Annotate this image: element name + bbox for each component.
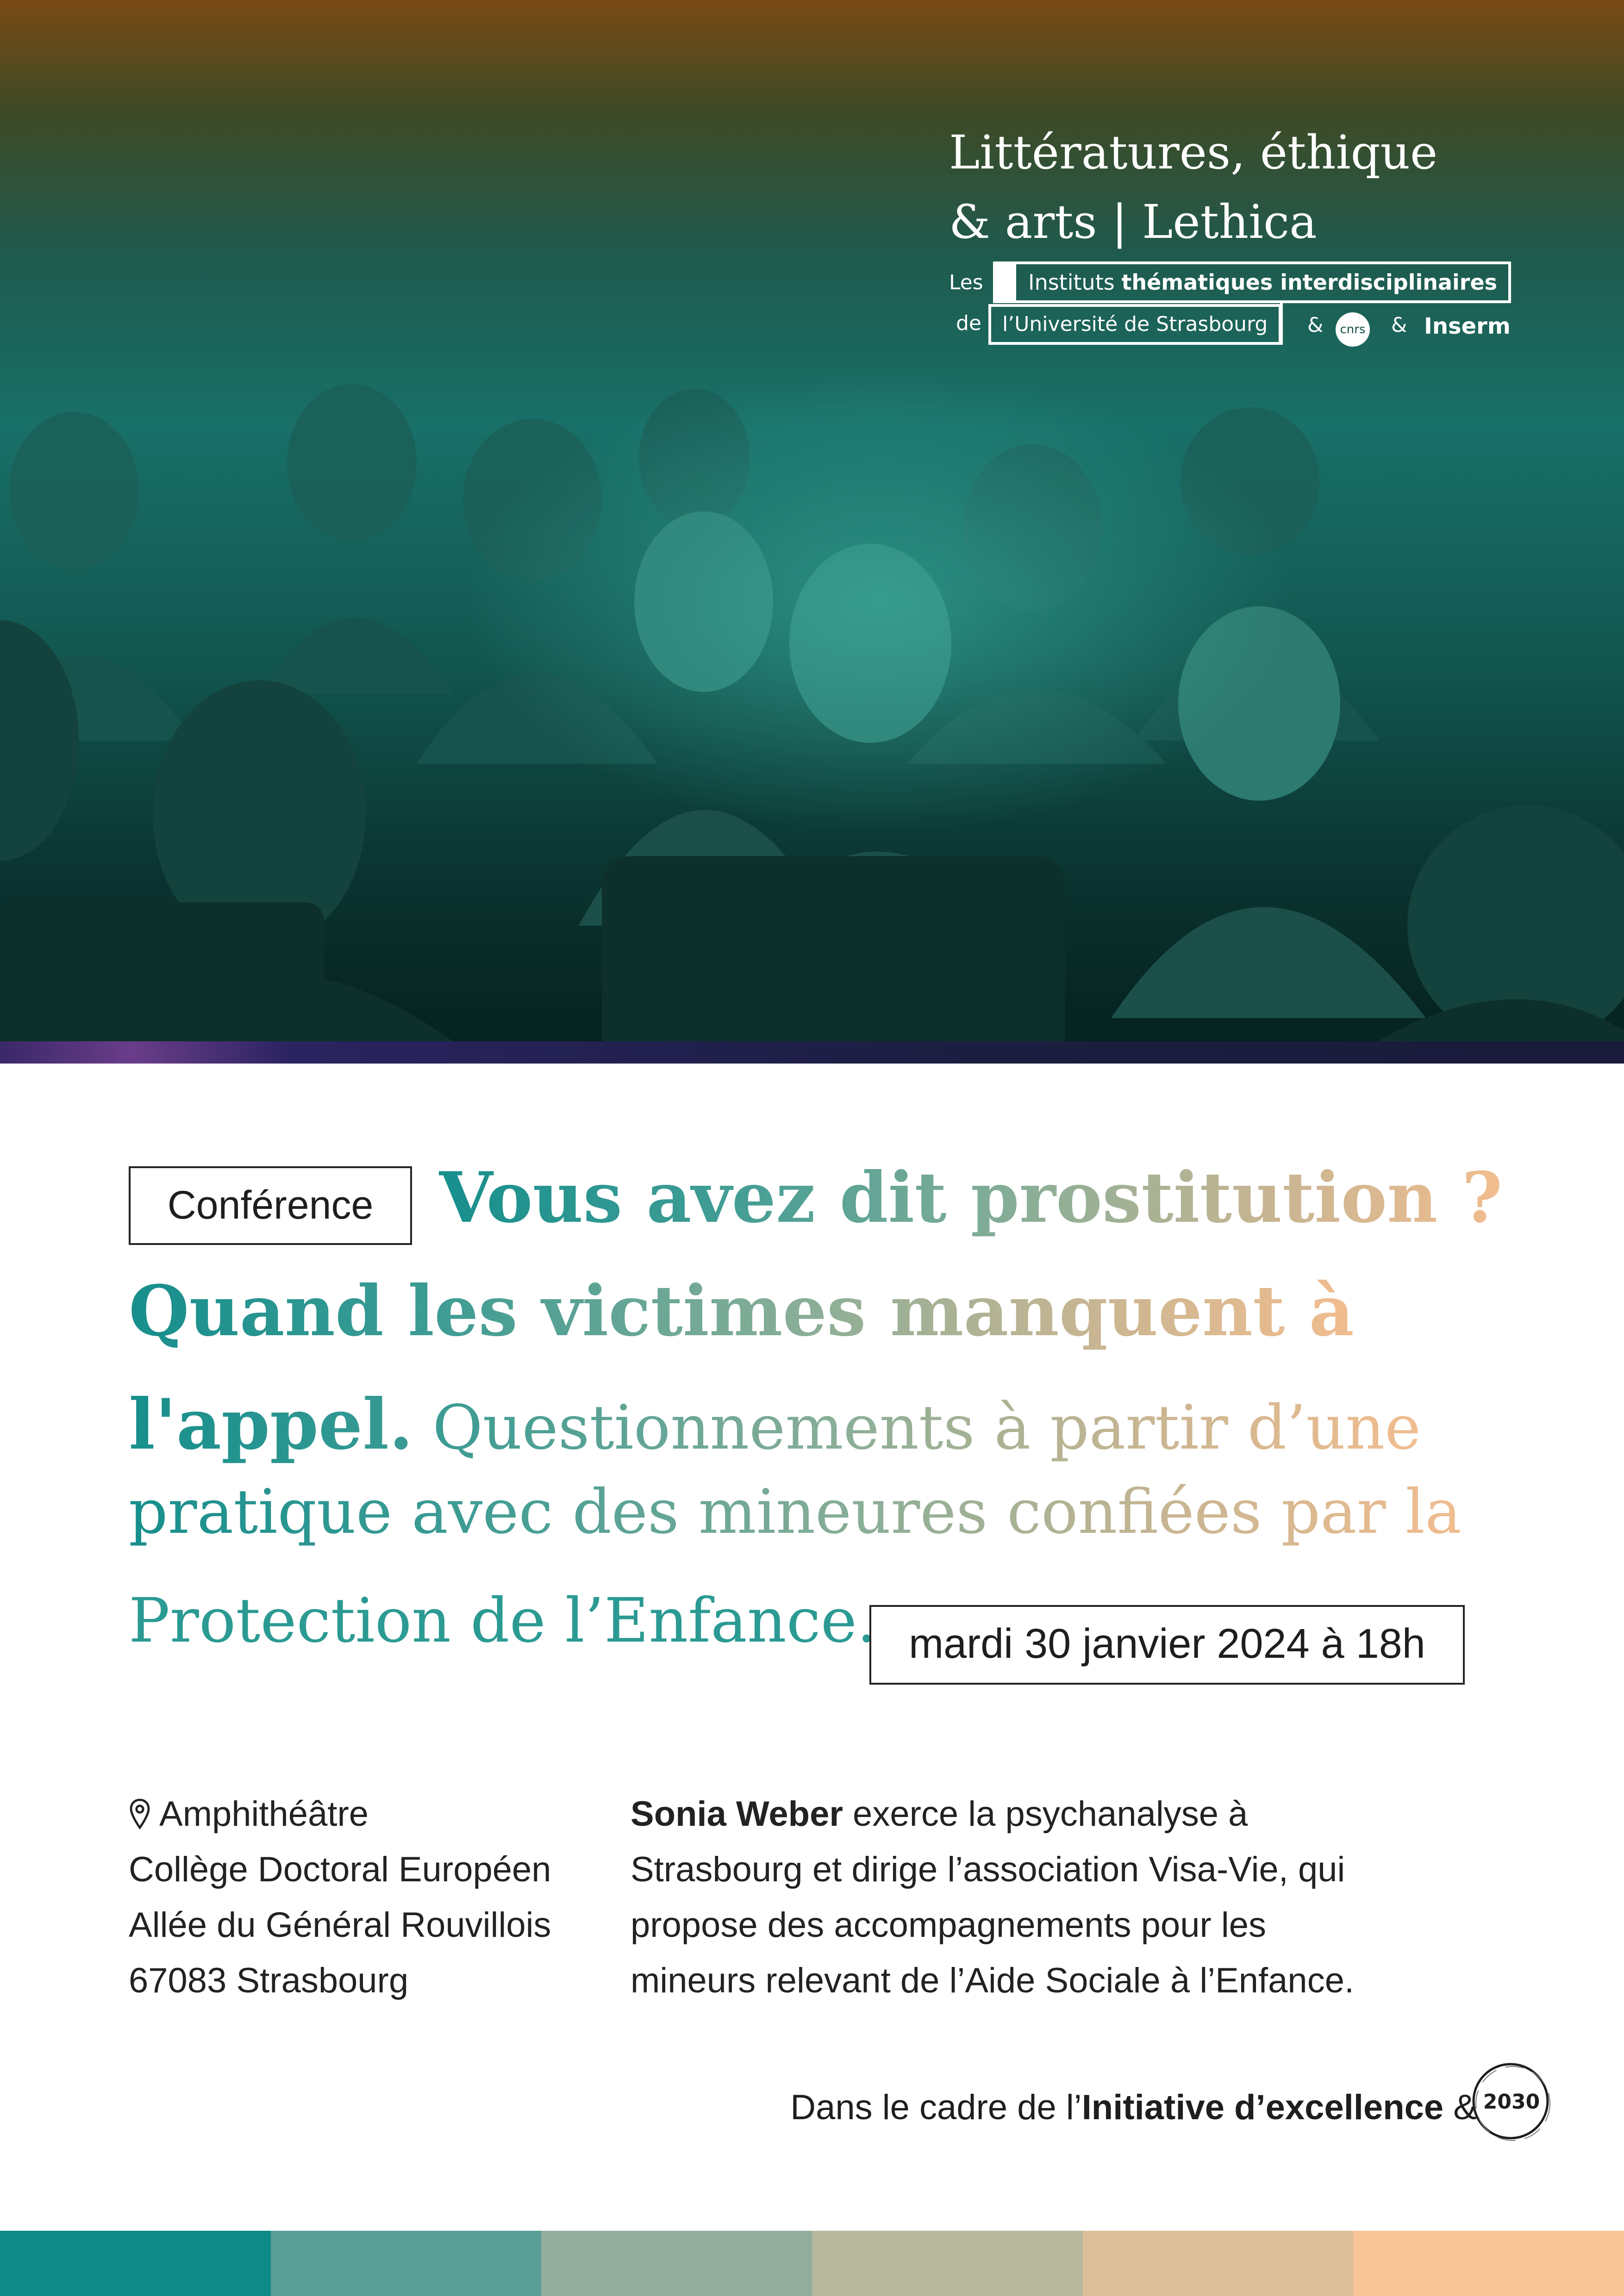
initiative-suffix: & <box>1443 2088 1477 2127</box>
location-line-4: 67083 Strasbourg <box>129 1961 409 2000</box>
itis-box-bar <box>993 261 1016 303</box>
title-line-5: Protection de l’Enfance. <box>129 1585 876 1656</box>
title-line-1: Vous avez dit prostitution ? <box>439 1157 1503 1238</box>
initiative-prefix: Dans le cadre de l’ <box>790 2088 1082 2127</box>
bio-line-3: propose des accompagnements pour les <box>631 1905 1267 1945</box>
palette-swatch-6 <box>1353 2231 1624 2296</box>
itis-les: Les <box>949 271 983 294</box>
cnrs-logo: cnrs <box>1336 312 1370 347</box>
speaker-name: Sonia Weber <box>631 1794 843 1834</box>
location-line-1 <box>129 1786 661 1842</box>
itis-instituts-box <box>993 261 1511 303</box>
bio-line-1-rest: exerce la psychanalyse à <box>843 1794 1248 1834</box>
itis-instituts: Instituts <box>1028 270 1122 295</box>
itis-thematiques: thématiques interdisciplinaires <box>1121 270 1498 295</box>
palette-swatch-4 <box>812 2231 1083 2296</box>
logo-2030-text: 2030 <box>1483 2090 1540 2114</box>
hero-bottom-strip <box>0 1041 1624 1064</box>
bio-line-1 <box>631 1786 1464 1842</box>
itis-universite: l’Université de Strasbourg <box>1002 312 1268 336</box>
palette-swatch-5 <box>1083 2231 1354 2296</box>
inserm-logo: Inserm <box>1424 313 1511 339</box>
palette-swatch-1 <box>0 2231 271 2296</box>
location-venue: Amphithéâtre <box>159 1794 369 1834</box>
location-pin-icon <box>129 1798 151 1831</box>
lethica-title-line2: & arts | Lethica <box>949 195 1317 249</box>
lethica-logo-title <box>949 118 1551 257</box>
event-date-badge: mardi 30 janvier 2024 à 18h <box>869 1605 1465 1685</box>
lethica-title-line1: Littératures, éthique <box>949 125 1438 180</box>
title-line-4: pratique avec des mineures confiées par la <box>129 1476 1462 1548</box>
event-type-badge: Conférence <box>129 1166 412 1245</box>
title-line-3-bold: l'appel. <box>129 1384 413 1465</box>
itis-universite-box <box>988 304 1281 345</box>
event-location <box>129 1786 661 2009</box>
initiative-footer <box>741 2060 1574 2152</box>
itis-de: de <box>956 311 981 335</box>
palette-swatch-2 <box>271 2231 542 2296</box>
title-line-2: Quand les victimes manquent à <box>129 1270 1354 1352</box>
amp-inserm: & <box>1391 313 1407 337</box>
bio-line-2: Strasbourg et dirige l’association Visa-Vie, qui <box>631 1850 1345 1889</box>
itis-connector <box>1280 300 1283 345</box>
speaker-bio <box>631 1786 1464 2009</box>
initiative-bold: Initiative d’excellence <box>1081 2088 1444 2127</box>
title-line-3 <box>129 1384 1421 1465</box>
location-line-2: Collège Doctoral Européen <box>129 1850 551 1889</box>
bio-line-4: mineurs relevant de l’Aide Sociale à l’Enfance. <box>631 1961 1355 2000</box>
palette-swatch-3 <box>541 2231 812 2296</box>
location-line-3: Allée du Général Rouvillois <box>129 1905 551 1945</box>
title-line-3-rest: Questionnements à partir d’une <box>413 1392 1421 1463</box>
hero-image <box>0 0 1624 1064</box>
amp-cnrs: & <box>1307 313 1324 337</box>
itis-partner-logos <box>949 261 1597 354</box>
initiative-text <box>790 2087 1477 2128</box>
logo-2030 <box>1470 2060 1553 2143</box>
color-palette-bar <box>0 2231 1624 2296</box>
